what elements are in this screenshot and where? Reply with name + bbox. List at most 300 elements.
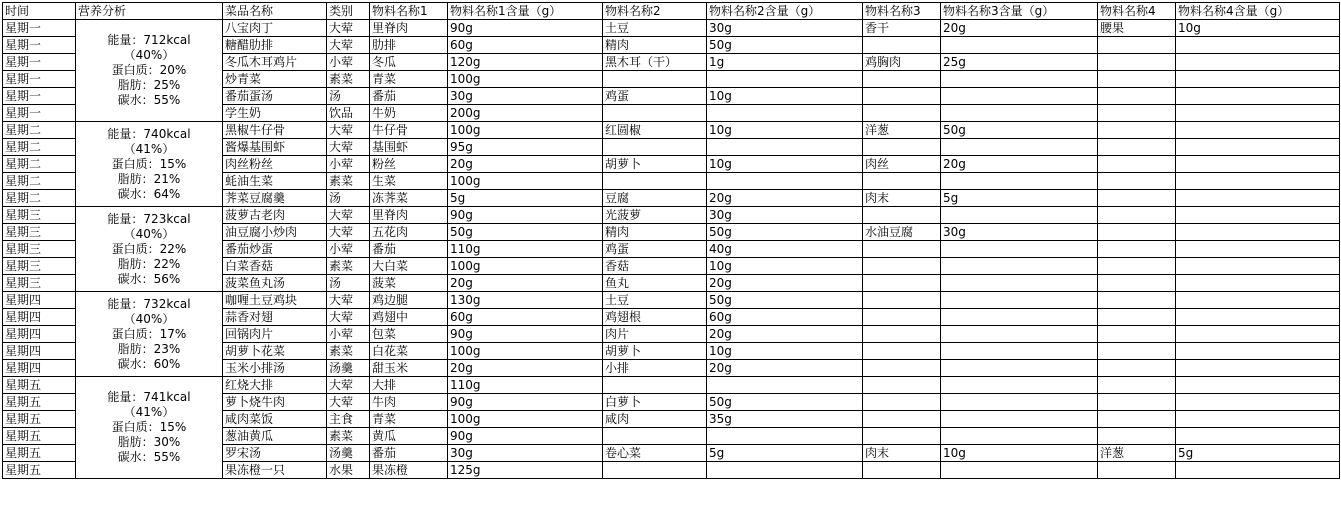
material4-amount-cell [1176, 105, 1340, 122]
material1-amount-cell: 60g [448, 309, 603, 326]
category-cell: 大荤 [327, 122, 370, 139]
dish-name-cell: 蒜香对翅 [223, 309, 327, 326]
material1-cell: 番茄 [370, 88, 448, 105]
material1-cell: 大白菜 [370, 258, 448, 275]
material2-cell: 土豆 [603, 20, 707, 37]
material2-cell [603, 105, 707, 122]
material3-cell: 鸡胸肉 [863, 54, 941, 71]
header-row [3, 3, 1340, 20]
material4-cell [1098, 156, 1176, 173]
dish-name-cell: 萝卜烧牛肉 [223, 394, 327, 411]
material3-amount-cell [941, 411, 1098, 428]
material2-amount-cell [707, 428, 863, 445]
header-material2: 物料名称2 [603, 3, 707, 20]
material4-amount-cell [1176, 224, 1340, 241]
dish-name-cell: 菠萝古老肉 [223, 207, 327, 224]
material1-cell: 粉丝 [370, 156, 448, 173]
day-cell: 星期二 [3, 139, 76, 156]
category-cell: 汤羹 [327, 360, 370, 377]
material4-cell [1098, 309, 1176, 326]
material3-amount-cell: 5g [941, 190, 1098, 207]
material2-amount-cell: 30g [707, 207, 863, 224]
material3-cell [863, 343, 941, 360]
material2-cell [603, 462, 707, 479]
day-cell: 星期一 [3, 54, 76, 71]
category-cell: 大荤 [327, 309, 370, 326]
material1-amount-cell: 90g [448, 394, 603, 411]
material2-cell: 精肉 [603, 224, 707, 241]
category-cell: 素菜 [327, 428, 370, 445]
material2-amount-cell: 30g [707, 20, 863, 37]
material2-amount-cell: 10g [707, 88, 863, 105]
material4-amount-cell [1176, 88, 1340, 105]
nutrition-line: 脂肪：21% [117, 171, 181, 186]
material4-cell [1098, 360, 1176, 377]
nutrition-line: 碳水：64% [117, 186, 181, 201]
material1-amount-cell: 95g [448, 139, 603, 156]
material2-cell: 鸡翅根 [603, 309, 707, 326]
material4-amount-cell [1176, 360, 1340, 377]
material3-cell: 水油豆腐 [863, 224, 941, 241]
category-cell: 小荤 [327, 241, 370, 258]
material3-amount-cell: 30g [941, 224, 1098, 241]
material1-cell: 果冻橙 [370, 462, 448, 479]
material1-cell: 鸡翅中 [370, 309, 448, 326]
material3-cell [863, 377, 941, 394]
table-row [3, 207, 1340, 224]
material4-cell [1098, 394, 1176, 411]
material3-amount-cell [941, 309, 1098, 326]
material2-cell: 小排 [603, 360, 707, 377]
dish-name-cell: 八宝肉丁 [223, 20, 327, 37]
menu-table-body [3, 3, 1340, 479]
table-row [3, 292, 1340, 309]
day-cell: 星期二 [3, 173, 76, 190]
material4-amount-cell [1176, 394, 1340, 411]
material4-cell [1098, 207, 1176, 224]
material1-cell: 五花肉 [370, 224, 448, 241]
material3-amount-cell [941, 275, 1098, 292]
material4-cell [1098, 377, 1176, 394]
nutrition-line: 碳水：55% [117, 93, 181, 107]
material4-cell [1098, 428, 1176, 445]
nutrition-line: 蛋白质：15% [111, 420, 187, 434]
day-cell: 星期一 [3, 37, 76, 54]
material4-amount-cell [1176, 54, 1340, 71]
material3-amount-cell [941, 37, 1098, 54]
material3-amount-cell [941, 105, 1098, 122]
material1-amount-cell: 100g [448, 71, 603, 88]
material4-amount-cell [1176, 275, 1340, 292]
material1-amount-cell: 5g [448, 190, 603, 207]
material4-amount-cell [1176, 462, 1340, 479]
material3-amount-cell: 20g [941, 20, 1098, 37]
menu-table [2, 2, 1340, 479]
header-dish-name: 菜品名称 [223, 3, 327, 20]
material4-amount-cell [1176, 292, 1340, 309]
material1-amount-cell: 50g [448, 224, 603, 241]
day-cell: 星期五 [3, 411, 76, 428]
header-category: 类别 [327, 3, 370, 20]
material4-cell [1098, 292, 1176, 309]
category-cell: 素菜 [327, 71, 370, 88]
material3-cell: 洋葱 [863, 122, 941, 139]
nutrition-line: 脂肪：30% [117, 435, 181, 449]
material1-amount-cell: 90g [448, 20, 603, 37]
category-cell: 素菜 [327, 173, 370, 190]
material1-cell: 牛肉 [370, 394, 448, 411]
material2-amount-cell: 10g [707, 156, 863, 173]
material3-amount-cell [941, 326, 1098, 343]
category-cell: 水果 [327, 462, 370, 479]
category-cell: 小荤 [327, 156, 370, 173]
material1-amount-cell: 20g [448, 360, 603, 377]
material2-amount-cell [707, 462, 863, 479]
category-cell: 大荤 [327, 292, 370, 309]
header-material4-amount: 物料名称4含量（g） [1176, 3, 1340, 20]
header-nutrition: 营养分析 [76, 3, 223, 20]
table-row [3, 377, 1340, 394]
category-cell: 饮品 [327, 105, 370, 122]
day-cell: 星期五 [3, 462, 76, 479]
nutrition-line: 脂肪：22% [117, 256, 181, 271]
nutrition-line: 碳水：56% [117, 271, 181, 286]
dish-name-cell: 黑椒牛仔骨 [223, 122, 327, 139]
material1-amount-cell: 125g [448, 462, 603, 479]
material4-cell [1098, 71, 1176, 88]
nutrition-line: 碳水：60% [117, 356, 181, 371]
material3-amount-cell [941, 71, 1098, 88]
material2-cell: 咸肉 [603, 411, 707, 428]
material1-amount-cell: 100g [448, 122, 603, 139]
material3-cell [863, 173, 941, 190]
day-cell: 星期四 [3, 343, 76, 360]
material2-amount-cell: 20g [707, 275, 863, 292]
material2-cell: 光菠萝 [603, 207, 707, 224]
material2-amount-cell: 50g [707, 394, 863, 411]
material3-amount-cell [941, 139, 1098, 156]
dish-name-cell: 冬瓜木耳鸡片 [223, 54, 327, 71]
material1-amount-cell: 110g [448, 377, 603, 394]
nutrition-line: 能量：723kcal [107, 211, 191, 226]
material1-amount-cell: 100g [448, 258, 603, 275]
material1-cell: 白花菜 [370, 343, 448, 360]
day-cell: 星期三 [3, 224, 76, 241]
material1-cell: 里脊肉 [370, 20, 448, 37]
material1-cell: 里脊肉 [370, 207, 448, 224]
material3-amount-cell [941, 292, 1098, 309]
nutrition-line: 蛋白质：15% [111, 156, 187, 171]
material1-amount-cell: 30g [448, 88, 603, 105]
material2-amount-cell: 10g [707, 343, 863, 360]
material1-cell: 肋排 [370, 37, 448, 54]
material1-cell: 基围虾 [370, 139, 448, 156]
category-cell: 素菜 [327, 258, 370, 275]
nutrition-line: （40%） [123, 311, 175, 326]
material2-amount-cell [707, 173, 863, 190]
material3-amount-cell: 20g [941, 156, 1098, 173]
material1-amount-cell: 20g [448, 156, 603, 173]
material2-cell [603, 428, 707, 445]
category-cell: 大荤 [327, 394, 370, 411]
day-cell: 星期五 [3, 394, 76, 411]
material2-cell: 鱼丸 [603, 275, 707, 292]
material3-cell [863, 241, 941, 258]
material1-amount-cell: 90g [448, 428, 603, 445]
nutrition-cell [76, 292, 223, 377]
material3-cell [863, 428, 941, 445]
dish-name-cell: 葱油黄瓜 [223, 428, 327, 445]
material3-amount-cell [941, 394, 1098, 411]
material2-cell: 豆腐 [603, 190, 707, 207]
material1-amount-cell: 30g [448, 445, 603, 462]
material4-cell [1098, 258, 1176, 275]
dish-name-cell: 糖醋肋排 [223, 37, 327, 54]
dish-name-cell: 肉丝粉丝 [223, 156, 327, 173]
material4-amount-cell [1176, 241, 1340, 258]
material3-amount-cell: 10g [941, 445, 1098, 462]
material2-cell: 鸡蛋 [603, 241, 707, 258]
material3-amount-cell: 25g [941, 54, 1098, 71]
material2-amount-cell: 5g [707, 445, 863, 462]
nutrition-line: 脂肪：25% [117, 78, 181, 92]
day-cell: 星期三 [3, 258, 76, 275]
material1-amount-cell: 100g [448, 173, 603, 190]
category-cell: 主食 [327, 411, 370, 428]
material4-cell [1098, 173, 1176, 190]
material1-cell: 包菜 [370, 326, 448, 343]
day-cell: 星期一 [3, 105, 76, 122]
nutrition-line: 脂肪：23% [117, 341, 181, 356]
material4-amount-cell [1176, 343, 1340, 360]
material4-cell [1098, 343, 1176, 360]
category-cell: 大荤 [327, 37, 370, 54]
nutrition-line: （41%） [123, 405, 175, 419]
dish-name-cell: 咖喱土豆鸡块 [223, 292, 327, 309]
material1-cell: 菠菜 [370, 275, 448, 292]
material1-cell: 甜玉米 [370, 360, 448, 377]
material2-amount-cell: 20g [707, 326, 863, 343]
category-cell: 汤羹 [327, 445, 370, 462]
material1-amount-cell: 90g [448, 326, 603, 343]
material1-cell: 青菜 [370, 411, 448, 428]
material2-cell [603, 139, 707, 156]
category-cell: 大荤 [327, 377, 370, 394]
day-cell: 星期一 [3, 71, 76, 88]
nutrition-line: 蛋白质：17% [111, 326, 187, 341]
day-cell: 星期五 [3, 428, 76, 445]
material4-cell [1098, 139, 1176, 156]
table-row [3, 20, 1340, 37]
material1-amount-cell: 60g [448, 37, 603, 54]
material2-amount-cell: 50g [707, 292, 863, 309]
material3-cell [863, 258, 941, 275]
nutrition-cell [76, 20, 223, 122]
material2-cell [603, 71, 707, 88]
material4-amount-cell [1176, 411, 1340, 428]
material2-amount-cell: 20g [707, 360, 863, 377]
material3-amount-cell [941, 377, 1098, 394]
material4-amount-cell: 10g [1176, 20, 1340, 37]
material2-cell: 土豆 [603, 292, 707, 309]
day-cell: 星期五 [3, 445, 76, 462]
material4-amount-cell [1176, 377, 1340, 394]
day-cell: 星期四 [3, 360, 76, 377]
dish-name-cell: 菠菜鱼丸汤 [223, 275, 327, 292]
material2-cell: 胡萝卜 [603, 343, 707, 360]
material1-amount-cell: 100g [448, 343, 603, 360]
material3-cell [863, 309, 941, 326]
day-cell: 星期二 [3, 122, 76, 139]
dish-name-cell: 咸肉菜饭 [223, 411, 327, 428]
nutrition-line: （40%） [123, 48, 175, 62]
table-row [3, 122, 1340, 139]
material3-amount-cell [941, 88, 1098, 105]
material4-amount-cell [1176, 309, 1340, 326]
material2-cell: 肉片 [603, 326, 707, 343]
category-cell: 大荤 [327, 207, 370, 224]
dish-name-cell: 酱爆基围虾 [223, 139, 327, 156]
material1-amount-cell: 120g [448, 54, 603, 71]
material1-amount-cell: 90g [448, 207, 603, 224]
nutrition-line: （40%） [123, 226, 175, 241]
material4-cell [1098, 190, 1176, 207]
material2-amount-cell: 35g [707, 411, 863, 428]
day-cell: 星期一 [3, 20, 76, 37]
material4-cell [1098, 224, 1176, 241]
category-cell: 大荤 [327, 139, 370, 156]
dish-name-cell: 番茄炒蛋 [223, 241, 327, 258]
material3-amount-cell [941, 207, 1098, 224]
material2-cell: 黑木耳（干） [603, 54, 707, 71]
material4-amount-cell [1176, 173, 1340, 190]
material1-cell: 番茄 [370, 445, 448, 462]
nutrition-line: 能量：712kcal [107, 33, 191, 47]
material2-cell: 卷心菜 [603, 445, 707, 462]
material1-cell: 冬瓜 [370, 54, 448, 71]
material2-amount-cell: 10g [707, 122, 863, 139]
material3-cell [863, 207, 941, 224]
material1-amount-cell: 20g [448, 275, 603, 292]
material4-amount-cell [1176, 122, 1340, 139]
material3-cell [863, 394, 941, 411]
material3-amount-cell [941, 360, 1098, 377]
header-material2-amount: 物料名称2含量（g） [707, 3, 863, 20]
material1-cell: 牛仔骨 [370, 122, 448, 139]
category-cell: 大荤 [327, 20, 370, 37]
material4-cell [1098, 54, 1176, 71]
material4-cell [1098, 122, 1176, 139]
category-cell: 大荤 [327, 224, 370, 241]
material3-cell: 香干 [863, 20, 941, 37]
day-cell: 星期一 [3, 88, 76, 105]
dish-name-cell: 回锅肉片 [223, 326, 327, 343]
material1-cell: 冻荠菜 [370, 190, 448, 207]
material3-cell [863, 411, 941, 428]
nutrition-cell [76, 377, 223, 479]
category-cell: 素菜 [327, 343, 370, 360]
dish-name-cell: 玉米小排汤 [223, 360, 327, 377]
material1-cell: 大排 [370, 377, 448, 394]
material2-amount-cell: 20g [707, 190, 863, 207]
dish-name-cell: 炒青菜 [223, 71, 327, 88]
material3-cell [863, 292, 941, 309]
material4-amount-cell [1176, 139, 1340, 156]
material2-amount-cell [707, 139, 863, 156]
material4-amount-cell [1176, 190, 1340, 207]
material2-amount-cell: 40g [707, 241, 863, 258]
day-cell: 星期三 [3, 241, 76, 258]
material3-cell: 肉末 [863, 190, 941, 207]
material2-cell: 鸡蛋 [603, 88, 707, 105]
header-material3: 物料名称3 [863, 3, 941, 20]
material1-amount-cell: 130g [448, 292, 603, 309]
material1-cell: 黄瓜 [370, 428, 448, 445]
nutrition-line: 能量：740kcal [107, 126, 191, 141]
dish-name-cell: 红烧大排 [223, 377, 327, 394]
material1-cell: 生菜 [370, 173, 448, 190]
material3-amount-cell [941, 173, 1098, 190]
material3-cell [863, 105, 941, 122]
nutrition-cell [76, 207, 223, 292]
material3-cell: 肉丝 [863, 156, 941, 173]
nutrition-line: 能量：732kcal [107, 296, 191, 311]
dish-name-cell: 油豆腐小炒肉 [223, 224, 327, 241]
header-time: 时间 [3, 3, 76, 20]
header-material4: 物料名称4 [1098, 3, 1176, 20]
material3-amount-cell [941, 428, 1098, 445]
material2-amount-cell [707, 377, 863, 394]
day-cell: 星期五 [3, 377, 76, 394]
material1-amount-cell: 200g [448, 105, 603, 122]
material4-cell [1098, 241, 1176, 258]
dish-name-cell: 荠菜豆腐羹 [223, 190, 327, 207]
material4-cell [1098, 37, 1176, 54]
material3-cell [863, 462, 941, 479]
material3-cell [863, 275, 941, 292]
material2-amount-cell: 50g [707, 37, 863, 54]
material2-amount-cell: 60g [707, 309, 863, 326]
day-cell: 星期四 [3, 309, 76, 326]
material3-cell [863, 139, 941, 156]
nutrition-line: （41%） [123, 141, 175, 156]
material4-amount-cell [1176, 428, 1340, 445]
material2-cell: 香菇 [603, 258, 707, 275]
material2-amount-cell [707, 105, 863, 122]
day-cell: 星期四 [3, 326, 76, 343]
material4-amount-cell [1176, 207, 1340, 224]
header-material3-amount: 物料名称3含量（g） [941, 3, 1098, 20]
category-cell: 小荤 [327, 326, 370, 343]
dish-name-cell: 胡萝卜花菜 [223, 343, 327, 360]
material3-amount-cell [941, 462, 1098, 479]
material4-cell [1098, 326, 1176, 343]
category-cell: 汤 [327, 190, 370, 207]
material2-cell: 精肉 [603, 37, 707, 54]
material1-cell: 牛奶 [370, 105, 448, 122]
material4-cell [1098, 105, 1176, 122]
category-cell: 汤 [327, 275, 370, 292]
material4-amount-cell [1176, 71, 1340, 88]
material2-amount-cell: 10g [707, 258, 863, 275]
material4-cell [1098, 275, 1176, 292]
header-material1-amount: 物料名称1含量（g） [448, 3, 603, 20]
material2-cell: 胡萝卜 [603, 156, 707, 173]
material3-amount-cell: 50g [941, 122, 1098, 139]
material4-cell [1098, 411, 1176, 428]
material1-amount-cell: 110g [448, 241, 603, 258]
material3-cell [863, 37, 941, 54]
